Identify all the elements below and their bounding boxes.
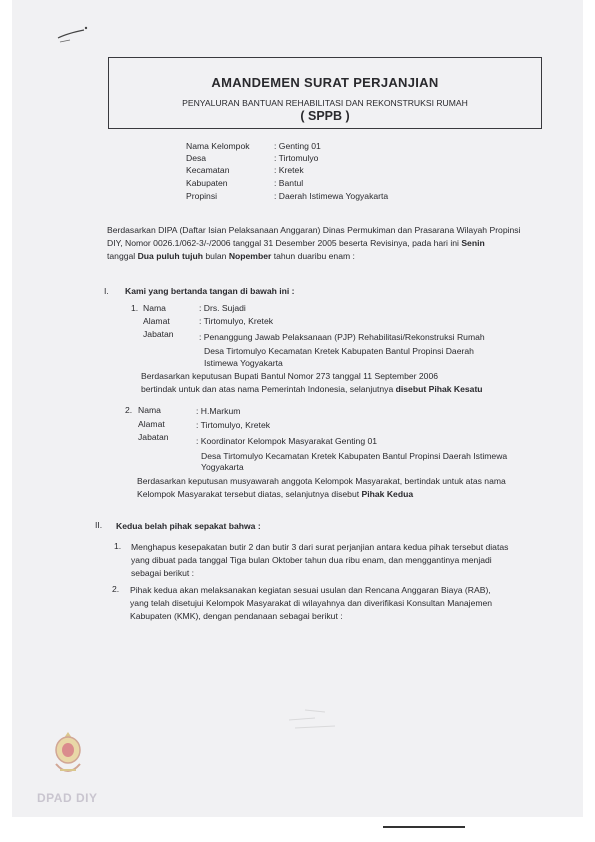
meta-label-kecamatan: Kecamatan [186,165,230,175]
party-2-basis-line-2 [137,489,413,499]
intro-year: tahun duaribu enam : [273,251,355,261]
party-1-jabatan-line-2: Desa Tirtomulyo Kecamatan Kretek Kabupaten Bantul Propinsi Daerah [204,346,474,356]
party-1-jabatan-line-1: : Penanggung Jawab Pelaksanaan (PJP) Rehabilitasi/Rekonstruksi Rumah [199,332,485,342]
bleed-through-marks [285,700,355,740]
intro-date: Dua puluh tujuh [137,251,203,261]
footer-rule [383,826,465,828]
intro-line-2 [107,237,537,250]
party-2-nama: : H.Markum [196,406,241,416]
section-1-heading: Kami yang bertanda tangan di bawah ini : [125,286,295,296]
meta-value-propinsi: : Daerah Istimewa Yogyakarta [274,191,389,201]
section-1-number: I. [104,286,109,296]
section-2-heading: Kedua belah pihak sepakat bahwa : [116,521,261,531]
meta-value-kabupaten: : Bantul [274,178,304,188]
clause-2-line-1: Pihak kedua akan melaksanakan kegiatan sesuai usulan dan Rencana Anggaran Biaya (RAB), [130,585,491,595]
clause-1-line-3: sebagai berikut : [131,568,195,578]
party-2-role: Pihak Kedua [361,489,414,499]
archive-watermark: DPAD DIY [37,791,98,805]
party-2-jabatan-line-1: : Koordinator Kelompok Masyarakat Genting 01 [196,436,378,446]
clause-1-line-2: yang dibuat pada tanggal Tiga bulan Oktober tahun dua ribu enam, dan menggantinya menjadi [131,555,492,565]
party-2-jabatan-line-2: Desa Tirtomulyo Kecamatan Kretek Kabupaten Bantul Propinsi Daerah Istimewa [201,451,508,461]
party-2-jabatan-label: Jabatan [138,432,169,442]
clause-1-number: 1. [114,541,122,551]
title-box [108,57,542,129]
intro-tanggal: tanggal [107,251,136,261]
intro-line-1: Berdasarkan DIPA (Daftar Isian Pelaksanaan Anggaran) Dinas Permukiman dan Prasarana Wilayah Propinsi [107,225,521,235]
party-2-alamat-label: Alamat [138,419,165,429]
party-1-basis-line-1: Berdasarkan keputusan Bupati Bantul Nomor 273 tanggal 11 September 2006 [141,371,439,381]
meta-value-kelompok: : Genting 01 [274,141,321,151]
party-1-alamat: : Tirtomulyo, Kretek [199,316,274,326]
document-title: AMANDEMEN SURAT PERJANJIAN [211,75,439,90]
party-2-number: 2. [125,405,133,415]
party-1-alamat-label: Alamat [143,316,170,326]
clause-2-number: 2. [112,584,120,594]
intro-line-3 [107,250,537,263]
intro-day: Senin [461,238,485,248]
party-1-nama-label: Nama [143,303,166,313]
meta-value-desa: : Tirtomulyo [274,153,319,163]
meta-value-kecamatan: : Kretek [274,165,304,175]
clause-2-line-2: yang telah disetujui Kelompok Masyarakat di wilayahnya dan diverifikasi Konsultan Manajemen [130,598,493,608]
meta-label-propinsi: Propinsi [186,191,218,201]
party-2-nama-label: Nama [138,405,161,415]
party-2-alamat: : Tirtomulyo, Kretek [196,420,271,430]
document-subtitle: PENYALURAN BANTUAN REHABILITASI DAN REKONSTRUKSI RUMAH [182,98,468,108]
party-1-nama: : Drs. Sujadi [199,303,246,313]
party-1-basis-text: bertindak untuk dan atas nama Pemerintah Indonesia, selanjutnya [141,384,394,394]
party-2-basis-text: Kelompok Masyarakat tersebut diatas, selanjutnya disebut [137,489,360,499]
intro-bulan: bulan [205,251,227,261]
meta-label-desa: Desa [186,153,207,163]
document-code: ( SPPB ) [300,109,350,123]
clause-1-line-1: Menghapus kesepakatan butir 2 dan butir 3 dari surat perjanjian antara kedua pihak tersebut diatas [131,542,509,552]
party-1-role: disebut Pihak Kesatu [395,384,483,394]
party-1-number: 1. [131,303,139,313]
intro-line-2-text: DIY, Nomor 0026.1/062-3/-/2006 tanggal 31 Desember 2005 beserta Revisinya, pada hari ini [107,238,459,248]
party-1-basis-line-2 [141,384,483,394]
pen-mark [56,22,96,46]
intro-month: Nopember [228,251,272,261]
party-2-jabatan-line-3: Yogyakarta [201,462,244,472]
seal-icon [48,728,88,784]
clause-2-line-3: Kabupaten (KMK), dengan pendanaan sebagai berikut : [130,611,343,621]
meta-label-kelompok: Nama Kelompok [186,141,250,151]
party-1-jabatan-line-3: Istimewa Yogyakarta [204,358,283,368]
meta-label-kabupaten: Kabupaten [186,178,228,188]
section-2-number: II. [95,520,103,530]
party-2-basis-line-1: Berdasarkan keputusan musyawarah anggota Kelompok Masyarakat, bertindak untuk atas nama [137,476,506,486]
party-1-jabatan-label: Jabatan [143,329,174,339]
